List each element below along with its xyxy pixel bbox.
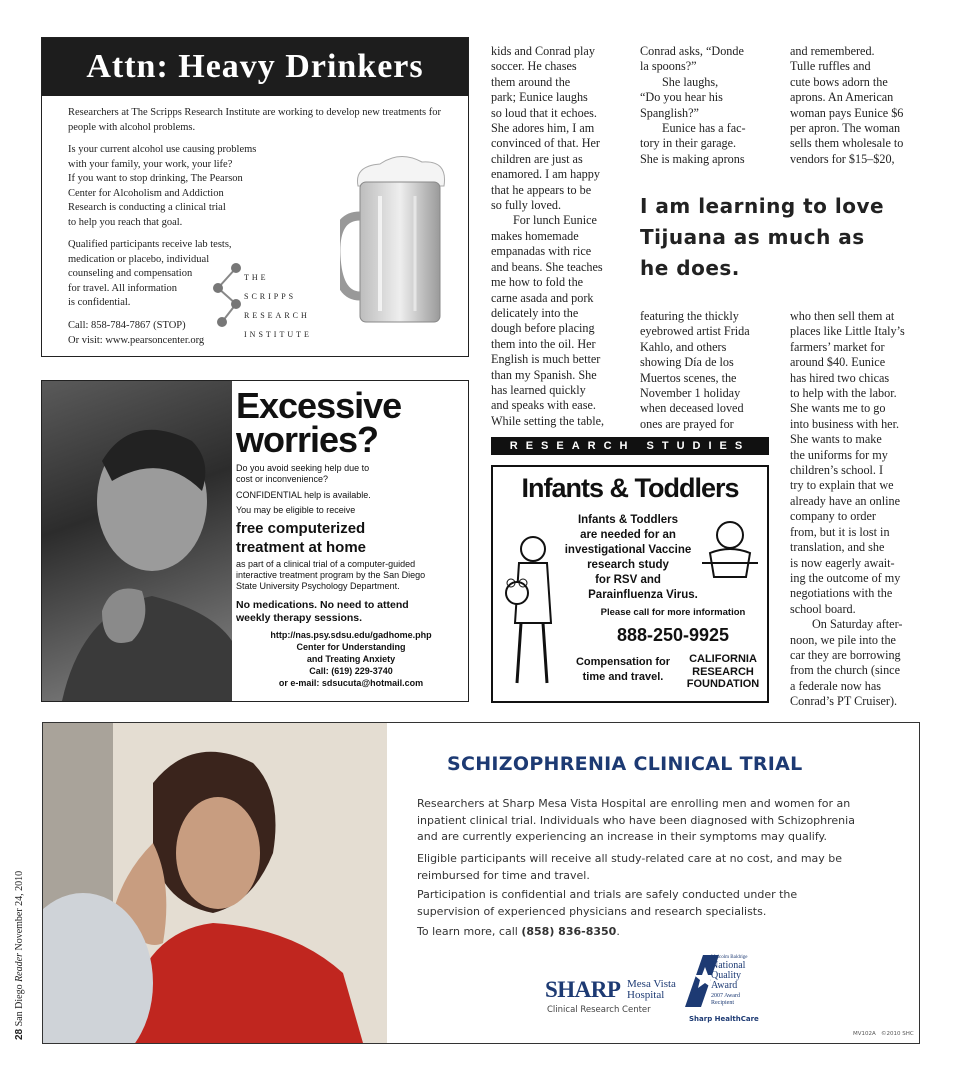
article-line: She adores him, I am (491, 121, 595, 136)
article-line: carne asada and pork (491, 290, 594, 305)
text-line: reimbursed for time and travel. (417, 868, 590, 882)
worries-url-link[interactable]: http://nas.psy.sdsu.edu/gadhome.php (270, 630, 432, 640)
text-line: Parainfluenza Virus. (588, 589, 698, 601)
pull-quote-line: he does. (640, 256, 740, 280)
article-line: aprons. An American (790, 90, 894, 105)
text-line: supervision of experienced physicians and research specialists. (417, 904, 767, 918)
text-line: Researchers at Sharp Mesa Vista Hospital are enrolling men and women for an (417, 797, 851, 810)
national-quality-award (711, 955, 748, 1007)
woman-silhouette (43, 723, 387, 1043)
worries-eligible: You may be eligible to receive (236, 505, 356, 515)
article-line: so fully loved. (491, 198, 562, 213)
article-line: car they are borrowing (790, 647, 901, 662)
text-line: and are currently experiencing an increase in their symptoms may qualify. (417, 830, 827, 843)
article-line: farmers’ market for (790, 339, 885, 354)
logo-line: SCRIPPS (244, 292, 297, 301)
logo-line: THE (244, 273, 269, 282)
article-column-3-bottom (790, 309, 930, 710)
page-folio (14, 860, 34, 1040)
text-line: for RSV and (595, 574, 661, 586)
text-line: time and travel. (582, 671, 664, 683)
text-line: interactive treatment program by the San Diego (236, 570, 426, 580)
text-line: treatment at home (236, 539, 367, 556)
article-line: from, but it is lost in (790, 524, 890, 539)
text-line: Compensation for (575, 656, 671, 668)
article-line: that he appears to be (491, 182, 592, 197)
article-line: who then sell them at (790, 309, 895, 323)
article-line: dough before placing (491, 321, 595, 336)
text-line: Recipient (711, 1000, 734, 1006)
worries-contact (236, 629, 466, 689)
text-line: to help you reach that goal. (68, 216, 183, 228)
schizophrenia-call (417, 924, 877, 941)
article-line: to help with the labor. (790, 386, 897, 401)
schizophrenia-title: SCHIZOPHRENIA CLINICAL TRIAL (447, 753, 803, 775)
text-line: Hospital (627, 989, 665, 1001)
text-line: with your family, your work, your life? (68, 158, 233, 170)
article-line: convinced of that. Her (491, 136, 600, 151)
logo-line: RESEARCH (244, 311, 310, 320)
woman-portrait-photo (43, 723, 387, 1043)
issue-date: November 24, 2010 (14, 870, 25, 951)
text-segment: . (616, 925, 620, 938)
logo-line: RESEARCH (692, 665, 754, 678)
pull-quote (640, 191, 940, 284)
man-portrait-photo (42, 381, 232, 701)
article-line: children’s school. I (790, 463, 884, 478)
text-line: Eligible participants will receive all study-related care at no cost, and may be (417, 852, 843, 865)
publication-name: San Diego (14, 984, 25, 1027)
article-line: per apron. The woman (790, 121, 901, 136)
article-line: vendors for $15–$20, (790, 151, 895, 166)
article-line: ones are prayed for (640, 416, 734, 431)
ad-schizophrenia-trial (42, 722, 920, 1044)
text-line: research study (587, 559, 669, 571)
logo-line: FOUNDATION (686, 678, 760, 690)
research-studies-bar: RESEARCH STUDIES (491, 437, 769, 455)
infants-phone: 888-250-9925 (616, 625, 730, 645)
article-line: She wants to make (790, 432, 882, 447)
text-line: Research is conducting a clinical trial (68, 202, 226, 213)
article-line: showing Día de los (640, 355, 734, 370)
article-line: featuring the thickly (640, 309, 739, 323)
ad-banner-title: Attn: Heavy Drinkers (42, 38, 468, 96)
text-line: free computerized (236, 520, 366, 537)
worries-no-medications (236, 599, 409, 624)
headline-line: worries? (236, 419, 379, 460)
text-line: are needed for an (580, 529, 676, 541)
article-line: a federale now has (790, 678, 882, 693)
article-line: Conrad’s PT Cruiser). (790, 694, 898, 709)
article-line: She laughs, (662, 74, 719, 89)
text-line: Quality (711, 970, 741, 981)
article-line: Muertos scenes, the (640, 370, 737, 385)
scripps-logo-text (244, 268, 312, 344)
ad-code: MV102A ©2010 SHC (853, 1031, 914, 1037)
article-line: For lunch Eunice (513, 213, 597, 228)
ad-paragraph-1 (68, 143, 328, 230)
infants-compensation (563, 655, 683, 685)
article-line: She wants me to go (790, 401, 886, 416)
text-line: is confidential. (68, 297, 131, 308)
article-line: from the church (since (790, 663, 900, 678)
california-research-foundation-logo (681, 653, 765, 691)
article-line: the uniforms for my (790, 447, 888, 462)
article-line: when deceased loved (640, 401, 744, 416)
text-line: weekly therapy sessions. (236, 611, 363, 624)
pull-quote-line: Tijuana as much as (640, 225, 865, 249)
ad-infants-toddlers (491, 465, 769, 703)
text-line: 2007 Award (711, 993, 740, 999)
ad-call: Call: 858-784-7867 (STOP) (68, 320, 186, 331)
mesa-vista-hospital (627, 979, 676, 1001)
text-line: State University Psychology Department. (236, 581, 400, 591)
article-line: “Do you hear his (640, 90, 723, 105)
text-line: Malcolm Baldrige (711, 955, 748, 960)
article-line: school board. (790, 601, 856, 616)
worries-free-treatment (236, 519, 366, 557)
man-silhouette (42, 381, 232, 701)
article-line: me how to fold the (491, 275, 584, 290)
article-line: try to explain that we (790, 478, 894, 493)
ad-heavy-drinkers (41, 37, 469, 357)
article-line: and beans. She teaches (491, 259, 603, 274)
article-line: has learned quickly (491, 382, 586, 397)
article-line: noon, we pile into the (790, 632, 896, 647)
article-line: While setting the table, (491, 413, 605, 428)
article-line: Spanglish?” (640, 105, 699, 120)
text-line: investigational Vaccine (564, 544, 692, 556)
article-line: enamored. I am happy (491, 167, 600, 182)
article-column-3-top (790, 44, 930, 167)
article-column-2-top (640, 44, 772, 167)
article-line: so loud that it echoes. (491, 105, 597, 120)
article-line: Kahlo, and others (640, 339, 727, 354)
pull-quote-line: I am learning to love (640, 194, 885, 218)
text-line: inpatient clinical trial. Individuals who have been diagnosed with Schizophrenia (417, 813, 855, 827)
article-line: them into the oil. Her (491, 336, 596, 351)
schizophrenia-paragraph-1 (417, 796, 877, 846)
article-line: ing the outcome of my (790, 570, 901, 585)
text-line: as part of a clinical trial of a computer-guided (236, 559, 416, 569)
article-line: November 1 holiday (640, 386, 741, 401)
article-line: has hired two chicas (790, 370, 890, 385)
article-line: kids and Conrad play (491, 44, 595, 58)
ad-intro: Researchers at The Scripps Research Institute are working to develop new treatments for people with alcohol problems. (68, 107, 442, 133)
article-line: park; Eunice laughs (491, 90, 588, 105)
text-line: medication or placebo, individual (68, 253, 210, 265)
headline-line: Excessive (236, 385, 402, 426)
text-line: Center for Understanding (296, 642, 406, 652)
article-line: than my Spanish. She (491, 367, 597, 382)
schizophrenia-paragraph-2 (417, 851, 877, 884)
sharp-logo: SHARP (545, 977, 621, 1002)
article-line: Tulle ruffles and (790, 59, 871, 74)
article-line: places like Little Italy’s (790, 324, 905, 339)
article-line: On Saturday after- (812, 617, 903, 632)
article-line: She is making aprons (640, 151, 745, 166)
text-line: Mesa Vista (627, 978, 676, 990)
text-line: Qualified participants receive lab tests, (68, 239, 232, 250)
beer-mug-illustration (340, 146, 460, 336)
text-line: counseling and compensation (68, 268, 193, 279)
text-line: for travel. All information (68, 282, 178, 294)
article-column-2-bottom (640, 309, 772, 432)
text-line: Is your current alcohol use causing problems (68, 144, 257, 155)
article-line: company to order (790, 509, 876, 524)
text-segment: To learn more, call (417, 925, 522, 938)
logo-line: INSTITUTE (244, 330, 312, 339)
article-line: soccer. He chases (491, 59, 577, 74)
article-line: sells them wholesale to (790, 136, 904, 151)
scripps-molecule-icon (208, 260, 248, 330)
text-line: Call: (619) 229-3740 (309, 666, 393, 676)
article-line: woman pays Eunice $6 (790, 105, 904, 120)
article-line: eyebrowed artist Frida (640, 324, 750, 339)
worries-headline (236, 385, 402, 460)
article-line: translation, and she (790, 540, 885, 555)
worries-email-link[interactable]: or e-mail: sdsucuta@hotmail.com (278, 678, 424, 688)
worries-question (236, 463, 369, 485)
article-line: and remembered. (790, 44, 875, 58)
article-line: and speaks with ease. (491, 398, 596, 413)
article-line: into business with her. (790, 416, 900, 431)
clinical-research-center: Clinical Research Center (547, 1005, 651, 1015)
text-line: Participation is confidential and trials are safely conducted under the (417, 888, 798, 901)
baby-in-highchair-illustration (698, 515, 762, 585)
schizophrenia-paragraph-3 (417, 887, 877, 920)
article-line: negotiations with the (790, 586, 893, 601)
article-line: cute bows adorn the (790, 74, 888, 89)
logo-line: CALIFORNIA (689, 653, 757, 665)
text-line: cost or inconvenience? (236, 474, 329, 484)
ad-excessive-worries (41, 380, 469, 702)
text-line: Center for Alcoholism and Addiction (68, 187, 224, 199)
infants-call-info: Please call for more information (600, 607, 746, 618)
worries-description (236, 559, 425, 592)
article-line: Eunice has a fac- (662, 121, 746, 136)
sharp-healthcare: Sharp HealthCare (689, 1015, 759, 1023)
article-line: children are just as (491, 151, 583, 166)
worries-confidential: CONFIDENTIAL help is available. (236, 490, 371, 500)
article-line: makes homemade (491, 228, 579, 243)
text-line: National (711, 960, 746, 971)
text-line: and Treating Anxiety (306, 654, 396, 664)
infants-description (553, 513, 703, 603)
article-line: tory in their garage. (640, 136, 737, 151)
article-line: them around the (491, 74, 571, 89)
article-line: la spoons?” (640, 59, 697, 74)
article-line: delicately into the (491, 305, 579, 320)
page-number: 28 (14, 1028, 25, 1040)
text-line: Do you avoid seeking help due to (236, 463, 370, 473)
text-line: Award (711, 980, 738, 991)
article-line: English is much better (491, 352, 601, 367)
text-line: No medications. No need to attend (236, 599, 409, 611)
article-line: empanadas with rice (491, 244, 592, 259)
article-line: around $40. Eunice (790, 355, 886, 370)
article-line: already have an online (790, 493, 900, 508)
article-line: Conrad asks, “Donde (640, 44, 744, 58)
article-column-1 (491, 44, 623, 429)
article-line: is now eagerly await- (790, 555, 895, 570)
schizophrenia-phone: (858) 836-8350 (521, 925, 617, 938)
text-line: Infants & Toddlers (577, 514, 679, 526)
infants-title: Infants & Toddlers (521, 473, 739, 503)
text-line: If you want to stop drinking, The Pearson (68, 173, 243, 184)
ad-visit-url: Or visit: www.pearsoncenter.org (68, 335, 205, 346)
publication-reader: Reader (14, 953, 25, 982)
